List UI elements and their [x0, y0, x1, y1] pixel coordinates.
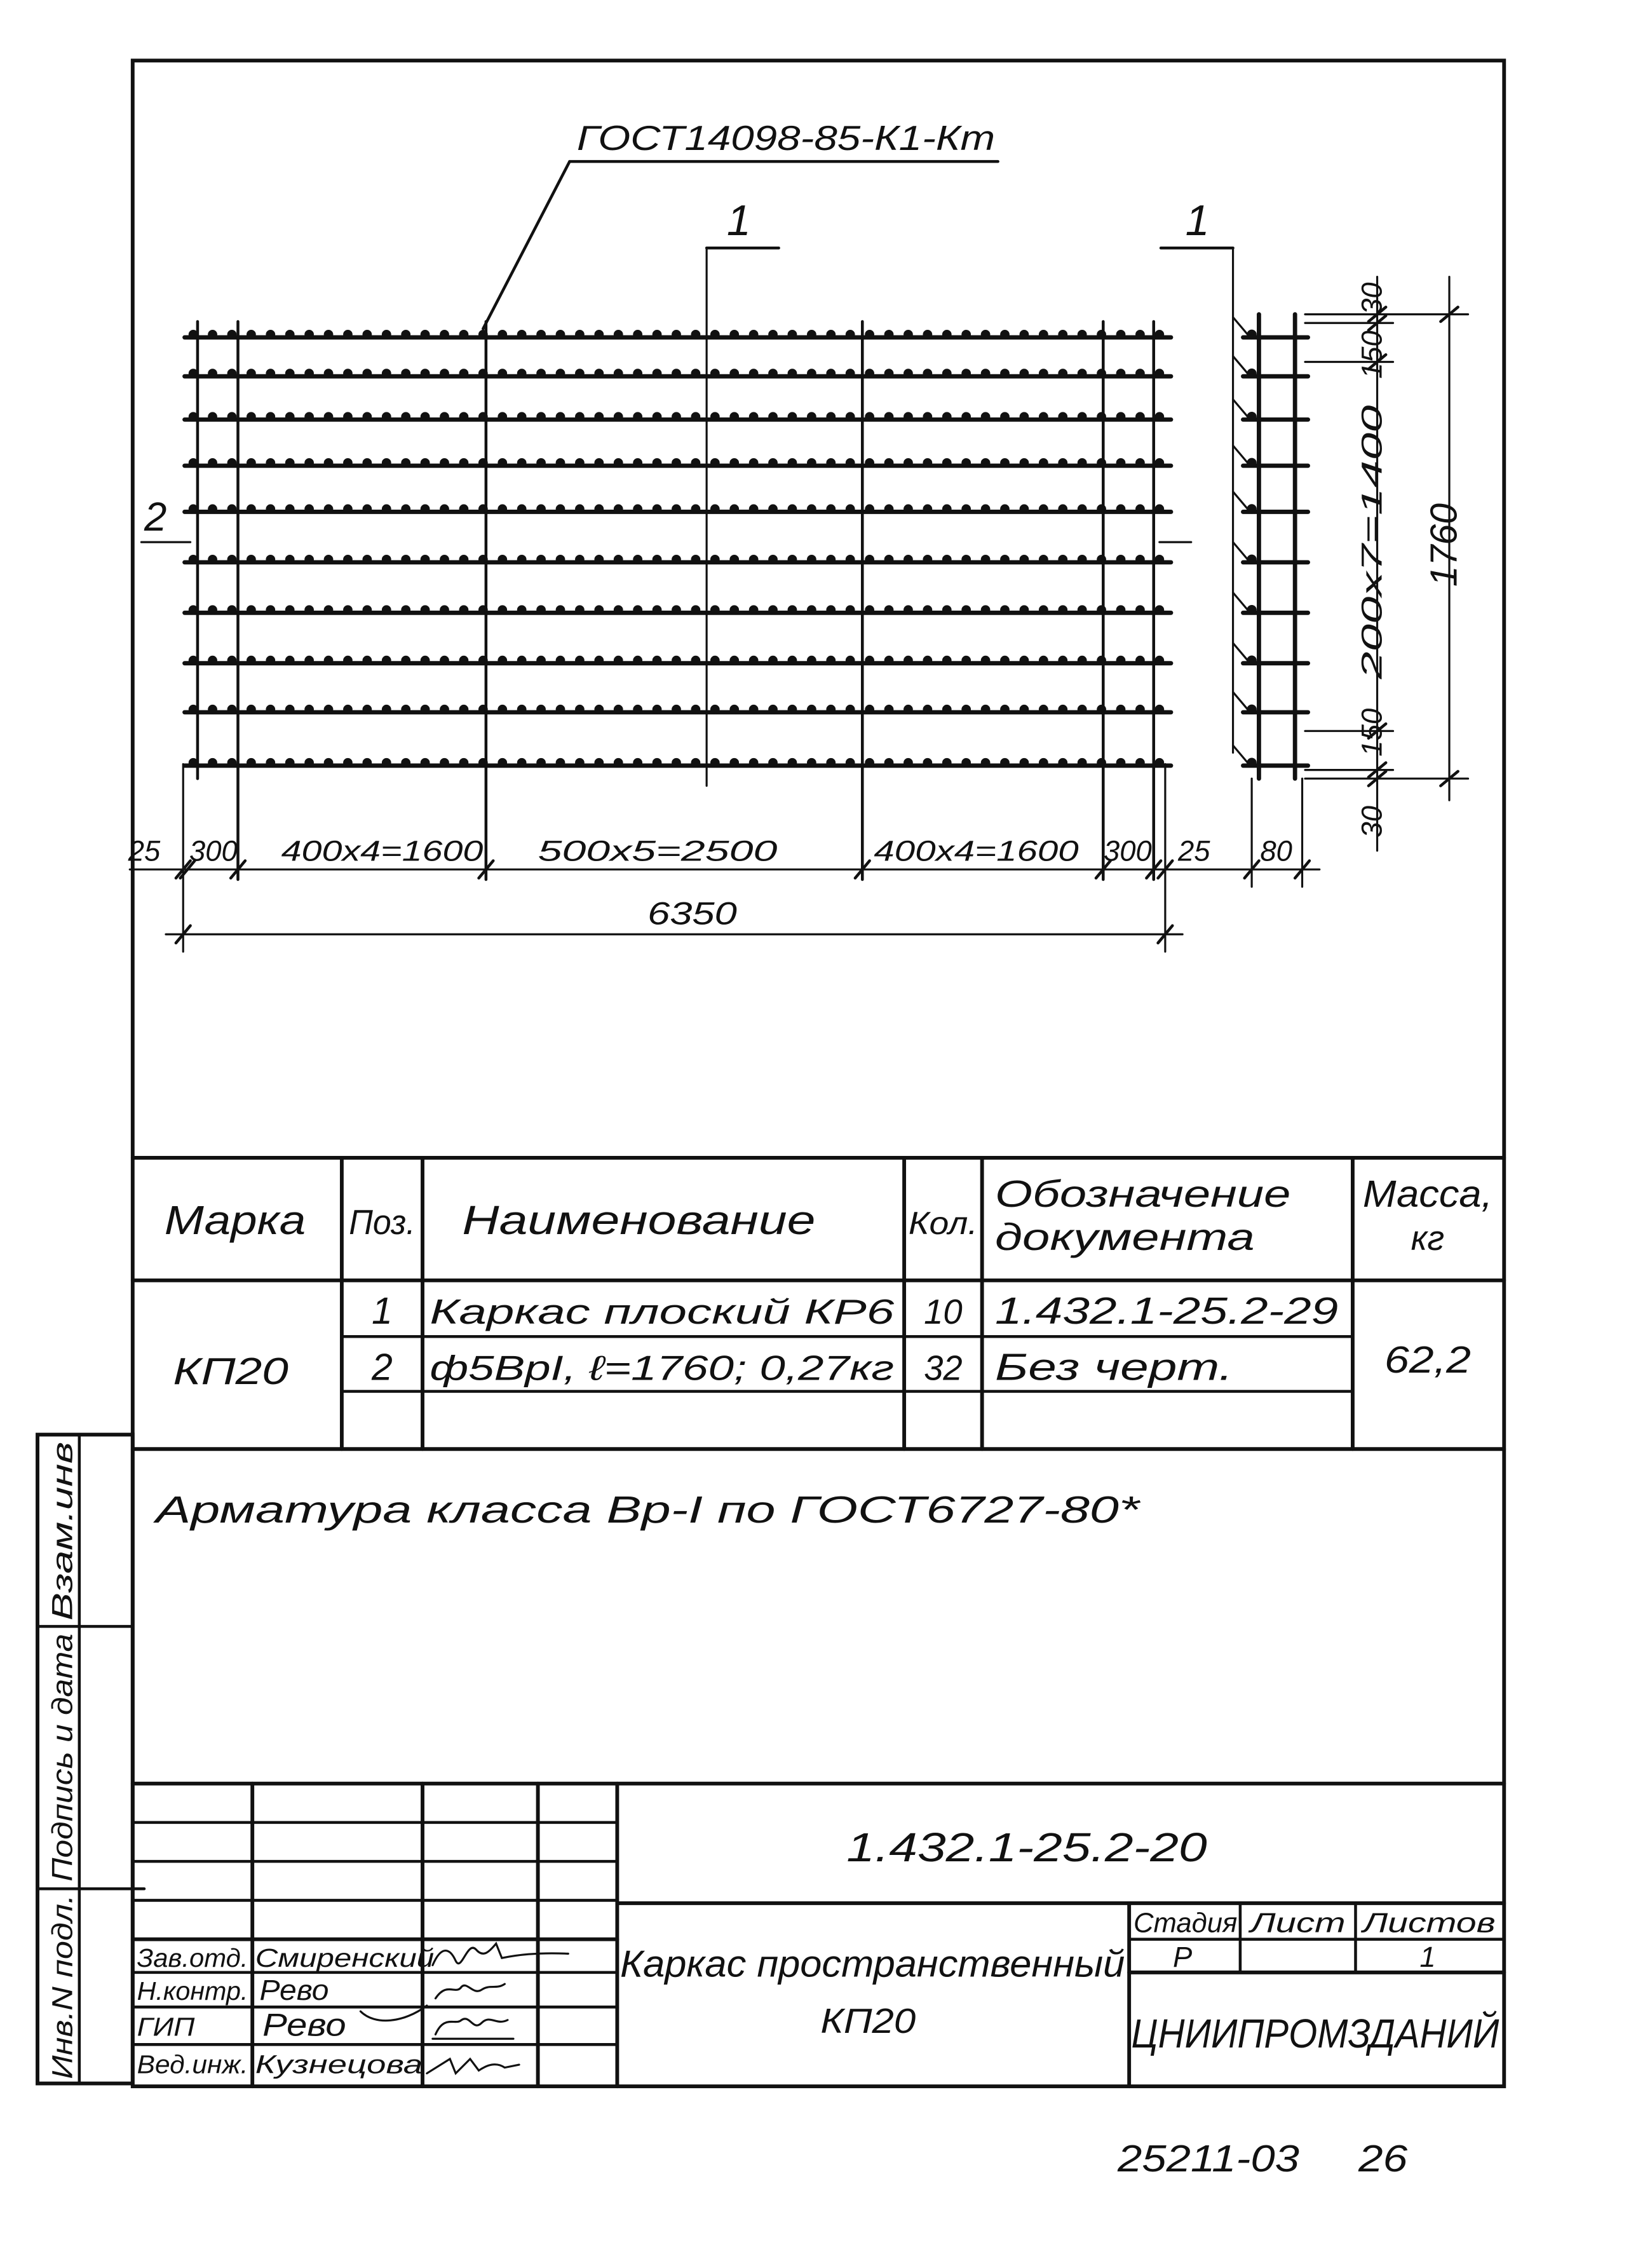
section-hatch-line — [1233, 445, 1249, 464]
plan-dim-label: 400x4=1600 — [874, 834, 1079, 867]
side-stamp-replace-inv: Взам.инв — [46, 1497, 79, 1621]
dimension-ticks — [176, 861, 1310, 943]
plan-dim-label: 300 — [189, 834, 238, 867]
row-qty: 10 — [924, 1292, 963, 1331]
material-note: Арматура класса Вр-I по ГОСТ6727-80* — [152, 1488, 1141, 1531]
section-dim-label: 200x7=1400 — [1355, 519, 1388, 679]
header-mass-line1: Масса, — [1362, 1173, 1493, 1216]
section-hatch-line — [1233, 745, 1249, 764]
section-hatch-line — [1233, 399, 1249, 418]
document-designation: 1.432.1-25.2-20 — [846, 1825, 1207, 1871]
mass-value: 62,2 — [1384, 1339, 1472, 1382]
section-mark-plan — [707, 196, 778, 786]
plan-dim-label: 400x4=1600 — [281, 834, 484, 867]
signer-name: Рево — [259, 1973, 329, 2006]
total-dim-label: 6350 — [647, 895, 738, 932]
signer-role: Вед.инж. — [137, 2049, 248, 2079]
row-pos: 2 — [372, 1346, 393, 1389]
plan-dim-label: 500x5=2500 — [538, 834, 778, 867]
side-stamp — [37, 1435, 144, 2084]
signer-name: Смиренский — [255, 1943, 435, 1973]
drawing-title-line1: Каркас пространственный — [619, 1943, 1125, 1985]
leader-arrow-line — [483, 161, 569, 329]
section-mark-side — [1161, 196, 1233, 753]
title-block — [133, 1784, 1504, 2086]
header-doc-line1: Обозначение — [995, 1173, 1291, 1216]
row-pos: 1 — [372, 1289, 393, 1332]
sheet-label: Лист — [1247, 1908, 1346, 1939]
row-name: ф5ВрI, ℓ=1760; 0,27кг — [430, 1348, 895, 1388]
section-mark-side-number: 1 — [1185, 196, 1210, 245]
mark-value: КП20 — [173, 1350, 289, 1393]
signature-scribble — [433, 2019, 513, 2039]
signer-name: Рево — [262, 2007, 346, 2043]
position-mark — [141, 494, 1191, 542]
plan-view-rods — [185, 334, 1171, 765]
section-dim-label: 150 — [1355, 708, 1388, 757]
header-name: Наименование — [462, 1198, 816, 1244]
plan-dim-label: 25 — [1178, 834, 1210, 867]
archive-number: 25211-03 — [1116, 2137, 1300, 2180]
position-mark-number: 2 — [144, 494, 167, 540]
leader-label: ГОСТ14098-85-К1-Кт — [576, 118, 996, 158]
row-name: Каркас плоский КР6 — [430, 1292, 895, 1331]
row-doc: Без черт. — [995, 1346, 1233, 1389]
section-total-dim-label: 1760 — [1423, 503, 1465, 587]
section-hatch-line — [1233, 356, 1249, 374]
header-pos: Поз. — [349, 1203, 416, 1242]
side-stamp-inv-no: Инв.N подл. — [46, 1918, 79, 2079]
header-qty: Кол. — [908, 1205, 978, 1242]
section-hatch-line — [1233, 542, 1249, 560]
sheets-label: Листов — [1360, 1908, 1496, 1939]
signature-scribble — [427, 2059, 519, 2074]
stage-value: Р — [1172, 1940, 1193, 1973]
page-number: 26 — [1357, 2137, 1408, 2180]
spec-table — [133, 1158, 1504, 1449]
signer-role: Н.контр. — [137, 1976, 248, 2006]
section-hatch-line — [1233, 692, 1249, 710]
header-mark: Марка — [164, 1198, 306, 1244]
section-hatch-line — [1233, 593, 1249, 611]
signature-scribble — [433, 1943, 568, 1965]
section-hatch-line — [1233, 317, 1249, 336]
section-hatch-line — [1233, 492, 1249, 510]
plan-dim-label: 300 — [1104, 834, 1152, 867]
signer-role: ГИП — [137, 2012, 195, 2042]
header-mass-line2: кг — [1411, 1219, 1445, 1258]
section-dim-label: 30 — [1355, 282, 1388, 315]
sheets-value: 1 — [1419, 1940, 1436, 1973]
header-doc-line2: документа — [995, 1216, 1255, 1259]
signer-name: Кузнецова — [255, 2049, 423, 2079]
drawing-title-line2: КП20 — [820, 2002, 916, 2041]
section-mark-plan-number: 1 — [726, 196, 751, 245]
section-hatch-line — [1233, 643, 1249, 662]
stage-label: Стадия — [1133, 1908, 1238, 1939]
section-dim-label: 30 — [1355, 806, 1388, 838]
row-doc: 1.432.1-25.2-29 — [995, 1289, 1339, 1332]
signer-role: Зав.отд. — [137, 1943, 248, 1973]
organization-name: ЦНИИПРОМЗДАНИЙ — [1131, 2011, 1499, 2056]
row-qty: 32 — [924, 1348, 963, 1388]
plan-dim-label: 25 — [128, 834, 161, 867]
side-stamp-signature-date: Подпись и дата — [46, 1663, 79, 1882]
section-view — [1233, 277, 1468, 887]
plan-dimensions — [128, 835, 1320, 943]
signature-scribble — [360, 1984, 504, 2021]
section-dim-label: 150 — [1355, 330, 1388, 379]
section-width-dim-label: 80 — [1260, 834, 1292, 867]
